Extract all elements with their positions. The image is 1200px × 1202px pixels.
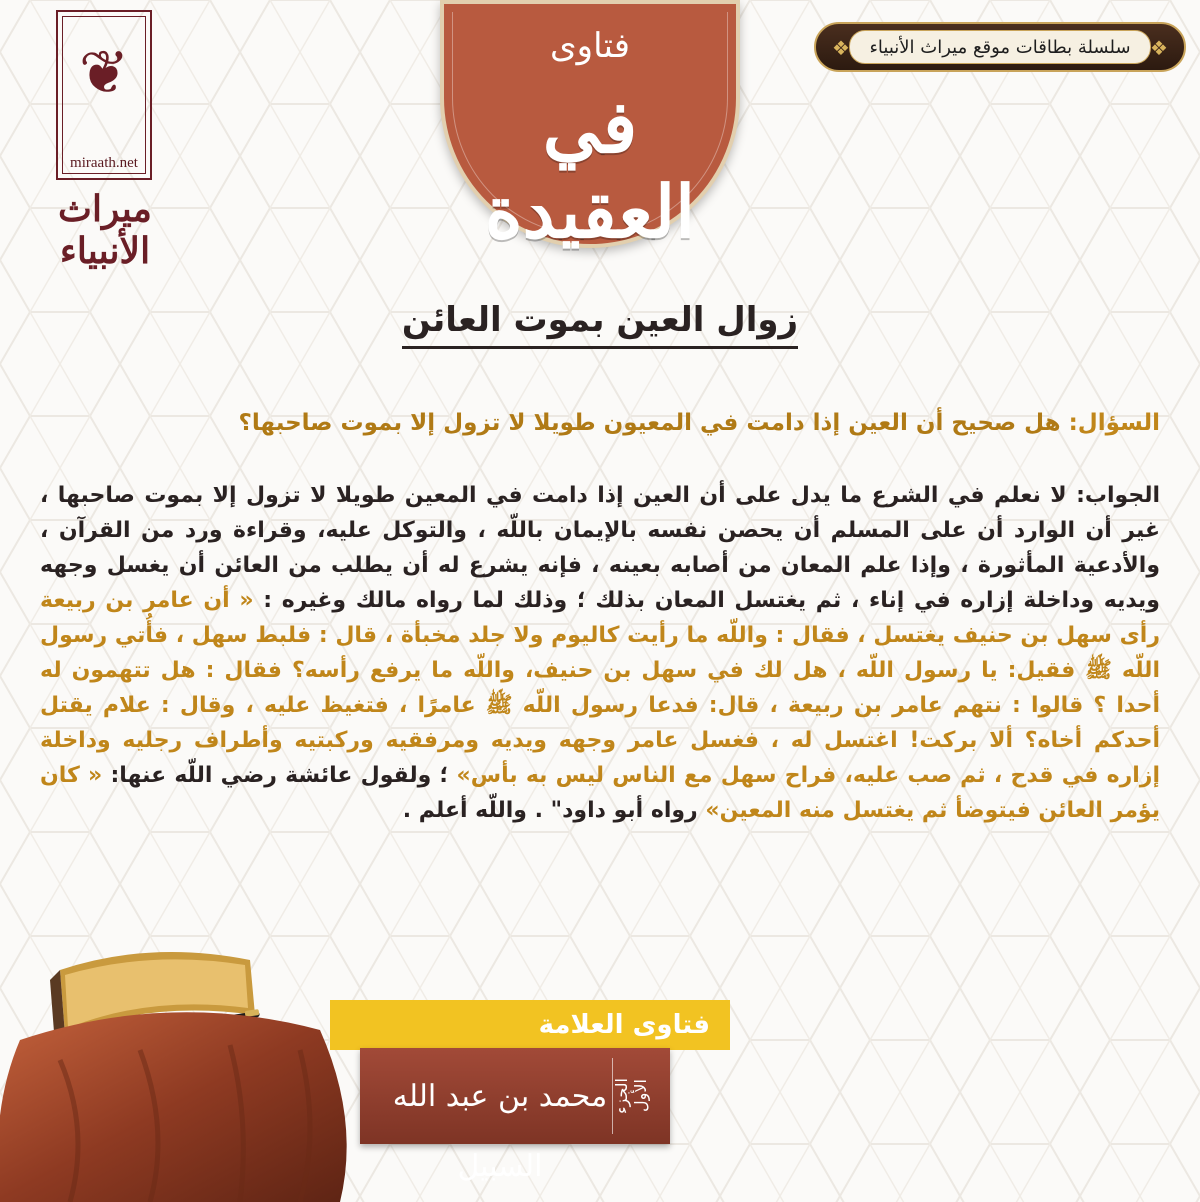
ornament-icon: ❖ xyxy=(832,36,850,60)
site-url: miraath.net xyxy=(70,155,138,171)
volume-label: الجزء الأول xyxy=(612,1078,650,1114)
question-label: السؤال: xyxy=(1068,410,1160,436)
answer-text-2: ؛ ولقول عائشة رضي اللّه عنها: xyxy=(102,763,457,788)
series-banner xyxy=(814,22,1186,72)
answer-text-1: لا نعلم في الشرع ما يدل على أن العين إذا دامت في المعين طويلا لا تزول إلا بموت صاحبها ، غير أن الوارد أن على المسلم أن يحصن نفسه بالإيمان باللّه ، والتوكل عليه، وقراءة ورد من القرآن ، والأدعية المأثورة ، وإذا علم المعان من أصابه بعينه ، فإنه يشرع له أن يطلب من العائن أن يغسل وجهه ويديه وداخلة إزاره في إناء ، ثم يغتسل المعان بذلك ؛ وذلك لما رواه مالك وغيره : xyxy=(40,483,1160,613)
answer-label: الجواب: xyxy=(1076,483,1160,508)
title-small: فتاوى xyxy=(550,26,630,66)
author-label: فتاوى العلامة xyxy=(538,1010,710,1040)
site-logo xyxy=(56,10,152,180)
hadith-2: « كان يؤمر العائن فيتوضأ ثم يغتسل منه المعين» xyxy=(40,763,1160,823)
ornament-icon: ❖ xyxy=(1150,36,1168,60)
author-name: محمد بن عبد الله السبيل xyxy=(392,1079,608,1184)
page-title: زوال العين بموت العائن xyxy=(360,300,840,340)
cloth-illustration xyxy=(0,1000,360,1202)
question-text: هل صحيح أن العين إذا دامت في المعيون طويلا لا تزول إلا بموت صاحبها؟ xyxy=(238,410,1069,436)
answer-text-3: رواه أبو داود" . واللّه أعلم . xyxy=(402,798,706,823)
title-shield xyxy=(440,0,740,254)
answer xyxy=(40,478,1160,828)
title-big: في العقيدة xyxy=(484,84,696,254)
series-banner-text: سلسلة بطاقات موقع ميراث الأنبياء xyxy=(849,30,1151,64)
hadith-1: « أن عامر بن ربيعة رأى سهل بن حنيف يغتسل ، فقال : واللّه ما رأيت كاليوم ولا جلد مخبأة ، قال : فلبط سهل ، فأُتي رسول اللّه ﷺ فقيل: يا رسول اللّه ، هل لك في سهل بن حنيف، واللّه ما يرفع رأسه؟ فقال : هل تتهمون له أحدا ؟ قالوا : نتهم عامر بن ربيعة ، قال: فدعا رسول اللّه ﷺ عامرًا ، فتغيظ عليه ، وقال : علام يقتل أحدكم أخاه؟ ألا بركت! اغتسل له ، فغسل عامر وجهه ويديه ومرفقيه وركبتيه وأطراف رجليه وداخلة إزاره في قدح ، ثم صب عليه، فراح سهل مع الناس ليس به بأس» xyxy=(40,588,1160,788)
logo-name: ميراث الأنبياء xyxy=(58,188,152,272)
calligraphy-logo-icon: ❦ xyxy=(78,38,130,108)
question xyxy=(40,410,1160,436)
